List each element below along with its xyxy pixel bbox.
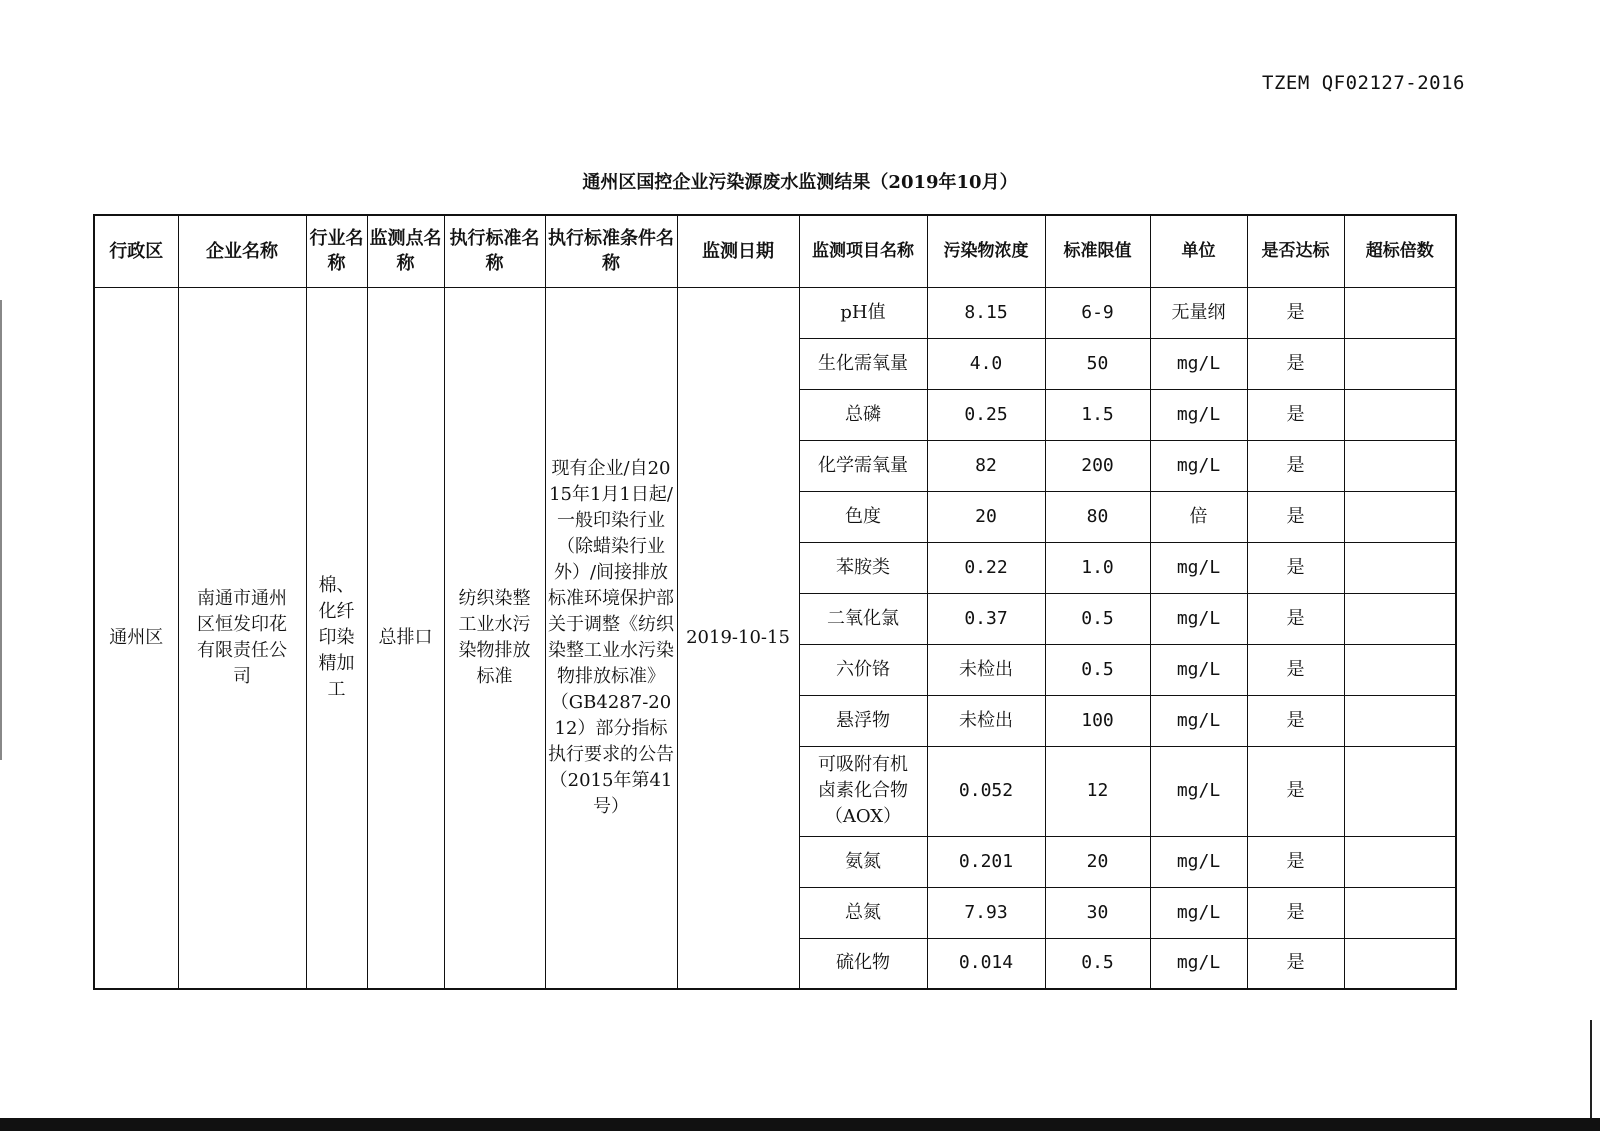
unit-cell: mg/L xyxy=(1150,542,1247,593)
exceed-cell xyxy=(1344,389,1456,440)
unit-cell: 倍 xyxy=(1150,491,1247,542)
limit-cell: 12 xyxy=(1045,746,1150,836)
exceed-cell xyxy=(1344,746,1456,836)
exceed-cell xyxy=(1344,644,1456,695)
compliant-cell: 是 xyxy=(1247,938,1344,989)
concentration-cell: 0.25 xyxy=(927,389,1045,440)
limit-cell: 100 xyxy=(1045,695,1150,746)
date-cell: 2019-10-15 xyxy=(677,287,799,989)
item-cell: 硫化物 xyxy=(799,938,927,989)
col-header-district: 行政区 xyxy=(94,215,178,287)
compliant-cell: 是 xyxy=(1247,338,1344,389)
unit-cell: mg/L xyxy=(1150,593,1247,644)
exceed-cell xyxy=(1344,938,1456,989)
limit-cell: 50 xyxy=(1045,338,1150,389)
concentration-cell: 8.15 xyxy=(927,287,1045,338)
col-header-industry: 行业名称 xyxy=(306,215,367,287)
compliant-cell: 是 xyxy=(1247,491,1344,542)
concentration-cell: 82 xyxy=(927,440,1045,491)
col-header-concentration: 污染物浓度 xyxy=(927,215,1045,287)
item-cell: 悬浮物 xyxy=(799,695,927,746)
compliant-cell: 是 xyxy=(1247,644,1344,695)
limit-cell: 1.5 xyxy=(1045,389,1150,440)
item-cell: 总磷 xyxy=(799,389,927,440)
scan-edge-left xyxy=(0,300,2,760)
item-cell: 生化需氧量 xyxy=(799,338,927,389)
industry-cell: 棉、化纤印染精加工 xyxy=(306,287,367,989)
col-header-standard-name: 执行标准名称 xyxy=(444,215,545,287)
monitoring-point-cell: 总排口 xyxy=(367,287,444,989)
concentration-cell: 未检出 xyxy=(927,644,1045,695)
unit-cell: mg/L xyxy=(1150,887,1247,938)
compliant-cell: 是 xyxy=(1247,593,1344,644)
limit-cell: 0.5 xyxy=(1045,593,1150,644)
exceed-cell xyxy=(1344,287,1456,338)
header-row xyxy=(94,215,1456,287)
limit-cell: 20 xyxy=(1045,836,1150,887)
table-row xyxy=(94,287,1456,338)
limit-cell: 6-9 xyxy=(1045,287,1150,338)
unit-cell: mg/L xyxy=(1150,695,1247,746)
unit-cell: mg/L xyxy=(1150,644,1247,695)
limit-cell: 200 xyxy=(1045,440,1150,491)
item-cell: 总氮 xyxy=(799,887,927,938)
col-header-standard-condition: 执行标准条件名称 xyxy=(545,215,677,287)
exceed-cell xyxy=(1344,491,1456,542)
col-header-date: 监测日期 xyxy=(677,215,799,287)
unit-cell: mg/L xyxy=(1150,746,1247,836)
exceed-cell xyxy=(1344,593,1456,644)
monitoring-results-table xyxy=(93,214,1457,990)
col-header-unit: 单位 xyxy=(1150,215,1247,287)
compliant-cell: 是 xyxy=(1247,287,1344,338)
item-cell: 二氧化氯 xyxy=(799,593,927,644)
scan-bottom-bar xyxy=(0,1118,1600,1131)
item-cell: 六价铬 xyxy=(799,644,927,695)
compliant-cell: 是 xyxy=(1247,389,1344,440)
compliant-cell: 是 xyxy=(1247,542,1344,593)
compliant-cell: 是 xyxy=(1247,695,1344,746)
unit-cell: mg/L xyxy=(1150,389,1247,440)
limit-cell: 0.5 xyxy=(1045,644,1150,695)
exceed-cell xyxy=(1344,338,1456,389)
item-cell: 氨氮 xyxy=(799,836,927,887)
compliant-cell: 是 xyxy=(1247,887,1344,938)
document-code: TZEM QF02127-2016 xyxy=(1262,72,1465,94)
company-cell: 南通市通州区恒发印花有限责任公司 xyxy=(178,287,306,989)
district-cell: 通州区 xyxy=(94,287,178,989)
exceed-cell xyxy=(1344,836,1456,887)
item-cell: pH值 xyxy=(799,287,927,338)
concentration-cell: 4.0 xyxy=(927,338,1045,389)
compliant-cell: 是 xyxy=(1247,746,1344,836)
unit-cell: mg/L xyxy=(1150,938,1247,989)
exceed-cell xyxy=(1344,695,1456,746)
concentration-cell: 0.201 xyxy=(927,836,1045,887)
item-cell: 化学需氧量 xyxy=(799,440,927,491)
concentration-cell: 未检出 xyxy=(927,695,1045,746)
concentration-cell: 20 xyxy=(927,491,1045,542)
unit-cell: mg/L xyxy=(1150,836,1247,887)
exceed-cell xyxy=(1344,440,1456,491)
col-header-monitoring-point: 监测点名称 xyxy=(367,215,444,287)
compliant-cell: 是 xyxy=(1247,836,1344,887)
exceed-cell xyxy=(1344,542,1456,593)
item-cell: 色度 xyxy=(799,491,927,542)
col-header-company: 企业名称 xyxy=(178,215,306,287)
document-title: 通州区国控企业污染源废水监测结果（2019年10月） xyxy=(582,172,1018,193)
unit-cell: mg/L xyxy=(1150,440,1247,491)
col-header-compliant: 是否达标 xyxy=(1247,215,1344,287)
unit-cell: mg/L xyxy=(1150,338,1247,389)
standard-condition-cell: 现有企业/自2015年1月1日起/一般印染行业（除蜡染行业外）/间接排放标准环境保护部关于调整《纺织染整工业水污染物排放标准》（GB4287-2012）部分指标执行要求的公告（2015年第41号） xyxy=(545,287,677,989)
col-header-limit: 标准限值 xyxy=(1045,215,1150,287)
limit-cell: 30 xyxy=(1045,887,1150,938)
item-cell: 可吸附有机卤素化合物（AOX） xyxy=(799,746,927,836)
standard-name-cell: 纺织染整工业水污染物排放标准 xyxy=(444,287,545,989)
concentration-cell: 7.93 xyxy=(927,887,1045,938)
exceed-cell xyxy=(1344,887,1456,938)
concentration-cell: 0.22 xyxy=(927,542,1045,593)
scan-edge-right xyxy=(1590,1020,1592,1118)
unit-cell: 无量纲 xyxy=(1150,287,1247,338)
concentration-cell: 0.052 xyxy=(927,746,1045,836)
col-header-item: 监测项目名称 xyxy=(799,215,927,287)
limit-cell: 0.5 xyxy=(1045,938,1150,989)
concentration-cell: 0.37 xyxy=(927,593,1045,644)
compliant-cell: 是 xyxy=(1247,440,1344,491)
limit-cell: 1.0 xyxy=(1045,542,1150,593)
concentration-cell: 0.014 xyxy=(927,938,1045,989)
limit-cell: 80 xyxy=(1045,491,1150,542)
col-header-exceed: 超标倍数 xyxy=(1344,215,1456,287)
item-cell: 苯胺类 xyxy=(799,542,927,593)
